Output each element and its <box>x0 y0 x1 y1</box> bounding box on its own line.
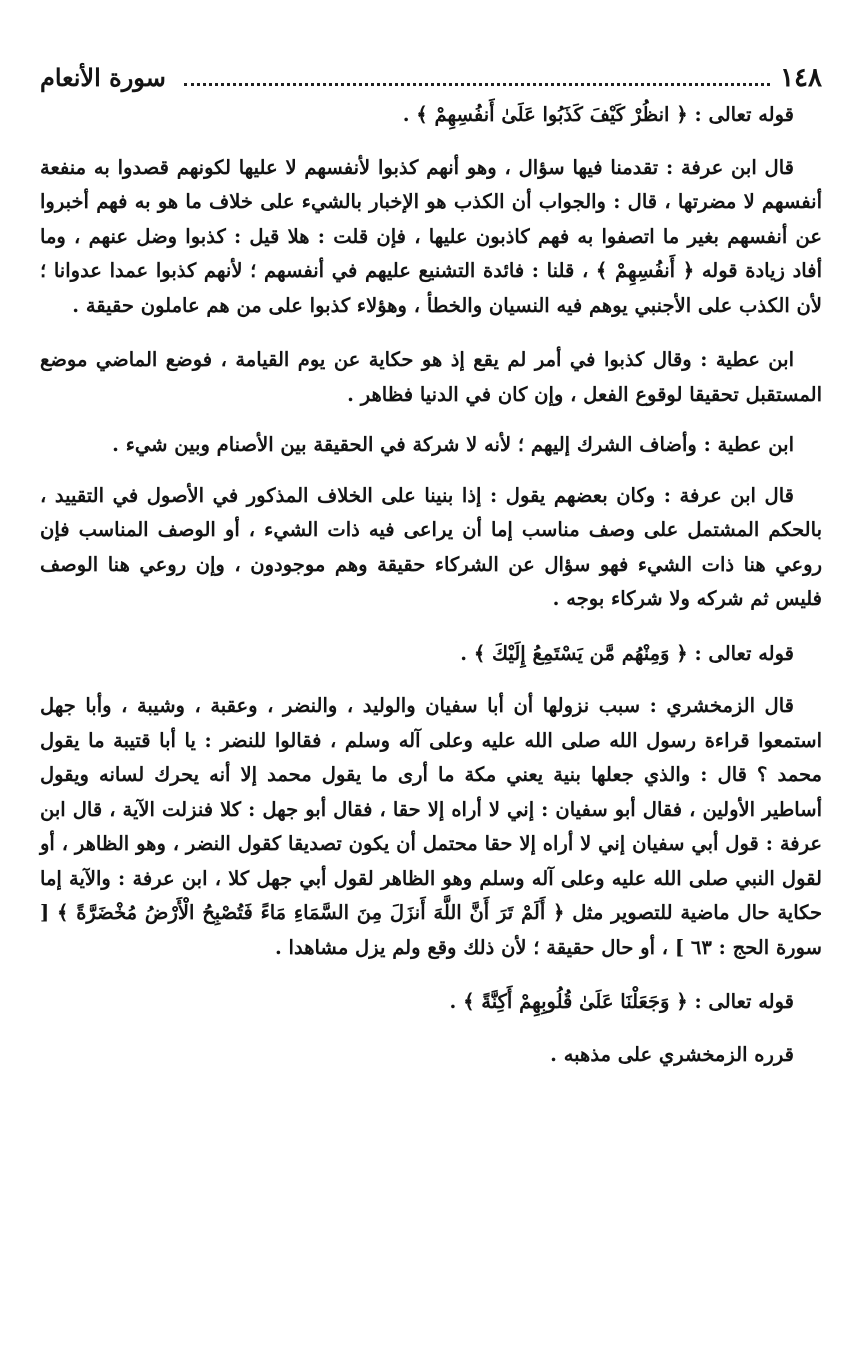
surah-title: سورة الأنعام <box>40 63 166 92</box>
page-body <box>40 98 822 1072</box>
paragraph-ibn-atiyya-shirk: ابن عطية : وأضاف الشرك إليهم ؛ لأنه لا شركة في الحقيقة بين الأصنام وبين شيء . <box>112 433 794 456</box>
paragraph-ibn-arafa-taqyid: قال ابن عرفة : وكان بعضهم يقول : إذا بنينا على الخلاف المذكور في الأصول في التقييد ، بالحكم المشتمل على وصف مناسب إما أن يراعى فيه ذات الشيء ، أو الوصف المناسب فإن روعي هنا ذات الشيء فهو سؤال عن الشركاء حقيقة وهم موجودون ، وإن روعي هنا الوصف فليس ثم شركه ولا شركاء بوجه . <box>40 483 822 610</box>
verse-heading-anzur: قوله تعالى : ﴿ انظُرْ كَيْفَ كَذَبُوا عَلَىٰ أَنفُسِهِمْ ﴾ . <box>402 103 794 126</box>
paragraph-zamakhshari-madhhab: قرره الزمخشري على مذهبه . <box>550 1042 794 1066</box>
book-page <box>40 56 822 1356</box>
paragraph-zamakhshari-occasion: قال الزمخشري : سبب نزولها أن أبا سفيان والوليد ، والنضر ، وعقبة ، وشيبة ، وأبا جهل استمعوا قراءة رسول الله صلى الله عليه وعلى آله وسلم ، فقالوا للنضر : يا أبا قتيبة ما يقول محمد ؟ قال : والذي جعلها بنية يعني مكة ما أرى ما يقول محمد إلا أنه يحرك لسانه ويقول أساطير الأولين ، فقال أبو سفيان : إني لا أراه إلا حقا ، فقال أبو جهل : كلا فنزلت الآية ، قال ابن عرفة : قول أبي سفيان إني لا أراه إلا حقا محتمل أن يكون تصديقا كقول النضر ، وهو الظاهر ، أو لقول النبي صلى الله عليه وعلى آله وسلم وهو الظاهر لقول أبي جهل كلا ، ابن عرفة : والآية إما حكاية حال ماضية للتصوير مثل ﴿ أَلَمْ تَرَ أَنَّ اللَّهَ أَنزَلَ مِنَ السَّمَاءِ مَاءً فَتُصْبِحُ الْأَرْضُ مُخْضَرَّةً ﴾ [ سورة الحج : ٦٣ ] ، أو حال حقيقة ؛ لأن ذلك وقع ولم يزل مشاهدا . <box>40 694 822 959</box>
page-header <box>40 56 822 96</box>
header-dotted-rule <box>184 83 770 86</box>
verse-heading-akinna: قوله تعالى : ﴿ وَجَعَلْنَا عَلَىٰ قُلُوبِهِمْ أَكِنَّةً ﴾ . <box>449 990 794 1013</box>
page-number: ١٤٨ <box>780 63 822 93</box>
verse-heading-yastamiu: قوله تعالى : ﴿ وَمِنْهُم مَّن يَسْتَمِعُ إِلَيْكَ ﴾ . <box>460 641 794 665</box>
paragraph-ibn-arafa-lie: قال ابن عرفة : تقدمنا فيها سؤال ، وهو أنهم كذبوا لأنفسهم لا عليها لكونهم قصدوا به منفعة أنفسهم لا مضرتها ، قال : والجواب أن الكذب هو الإخبار بالشيء على خلاف ما هو به فهم أخبروا عن أنفسهم بغير ما اتصفوا به فهم كاذبون عليها ، فإن قلت : هلا قيل : كذبوا وضل عنهم ، وما أفاد زيادة قوله ﴿ أَنفُسِهِمْ ﴾ ، قلنا : فائدة التشنيع عليهم في أنفسهم ؛ لأنهم كذبوا عمدا عدوانا ؛ لأن الكذب على الأجنبي يوهم فيه النسيان والخطأ ، وهؤلاء كذبوا على من هم عاملون حقيقة . <box>40 155 822 317</box>
paragraph-ibn-atiyya-past-tense: ابن عطية : وقال كذبوا في أمر لم يقع إذ هو حكاية عن يوم القيامة ، فوضع الماضي موضع المستقبل تحقيقا لوقوع الفعل ، وإن كان في الدنيا فظاهر . <box>40 348 822 406</box>
